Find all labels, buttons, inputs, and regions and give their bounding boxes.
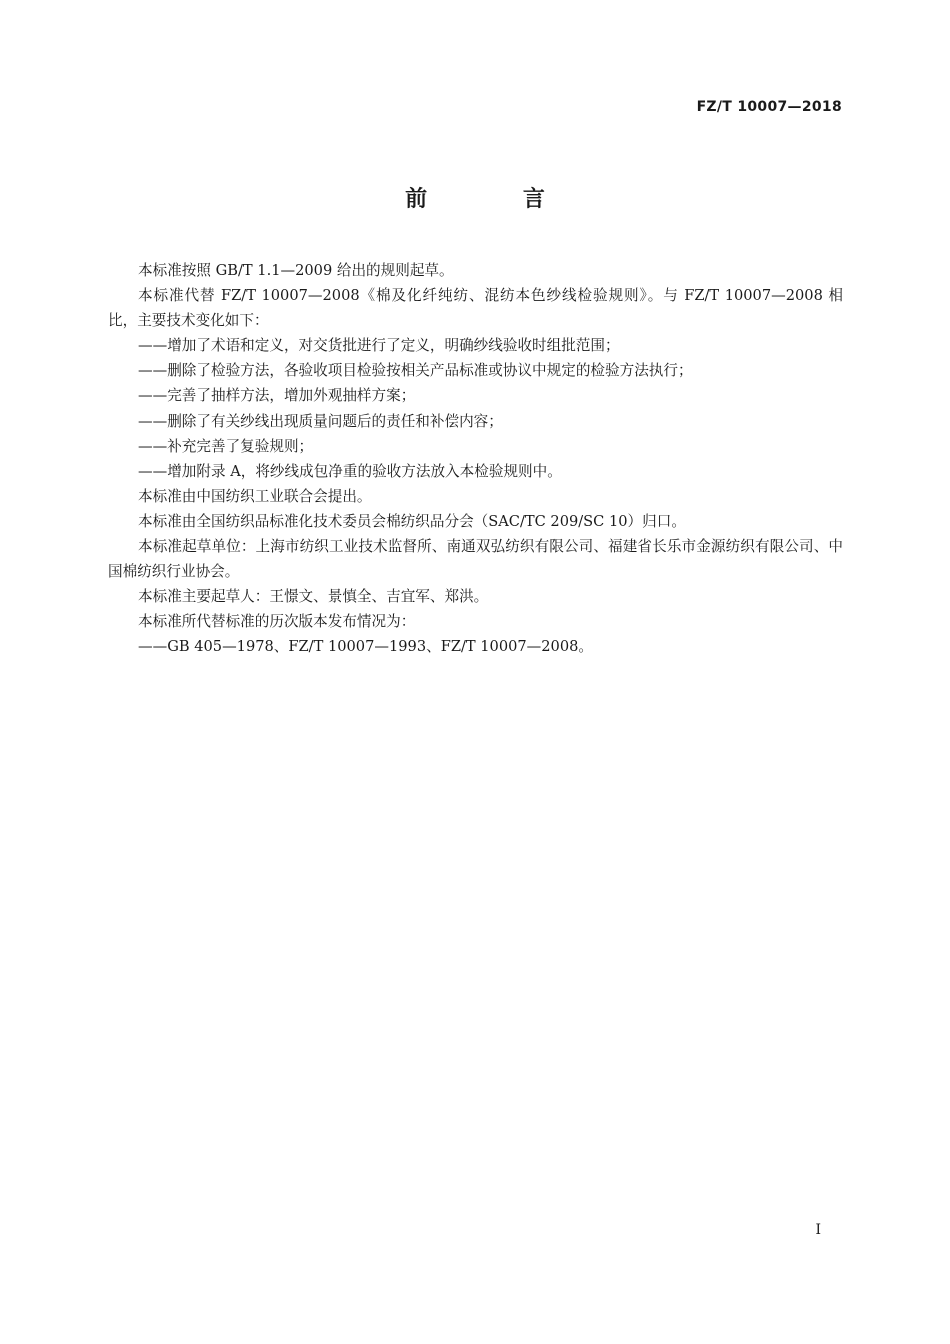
change-item: ——增加了术语和定义，对交货批进行了定义，明确纱线验收时组批范围； (138, 337, 620, 355)
paragraph-drafting-units: 本标准起草单位：上海市纺织工业技术监督所、南通双弘纺织有限公司、福建省长乐市金源纺织有限公司、中国棉纺织行业协会。 (108, 538, 843, 581)
change-item: ——增加附录 A，将纱线成包净重的验收方法放入本检验规则中。 (138, 462, 562, 480)
paragraph-replacement: 本标准代替 FZ/T 10007—2008《棉及化纤纯纺、混纺本色纱线检验规则》。与 FZ/T 10007—2008 相比，主要技术变化如下： (108, 287, 843, 330)
paragraph-previous-editions: 本标准所代替标准的历次版本发布情况为： (138, 613, 416, 631)
page-number: I (815, 1222, 821, 1238)
page-title: 前 言 (405, 187, 589, 212)
change-item: ——删除了有关纱线出现质量问题后的责任和补偿内容； (138, 412, 503, 430)
previous-editions-list: ——GB 405—1978、FZ/T 10007—1993、FZ/T 10007—2008。 (138, 638, 594, 656)
change-item: ——删除了检验方法，各验收项目检验按相关产品标准或协议中规定的检验方法执行； (138, 362, 693, 380)
paragraph-proposer: 本标准由中国纺织工业联合会提出。 (138, 487, 372, 505)
standard-code: FZ/T 10007—2018 (696, 99, 842, 115)
change-item: ——补充完善了复验规则； (138, 437, 314, 455)
paragraph-drafting-rules: 本标准按照 GB/T 1.1—2009 给出的规则起草。 (138, 262, 454, 279)
foreword-body (108, 258, 843, 660)
paragraph-drafters: 本标准主要起草人：王憬文、景慎全、吉宜军、郑洪。 (138, 588, 489, 606)
change-item: ——完善了抽样方法，增加外观抽样方案； (138, 387, 416, 405)
paragraph-committee: 本标准由全国纺织品标准化技术委员会棉纺织品分会（SAC/TC 209/SC 10）归口。 (138, 512, 686, 530)
